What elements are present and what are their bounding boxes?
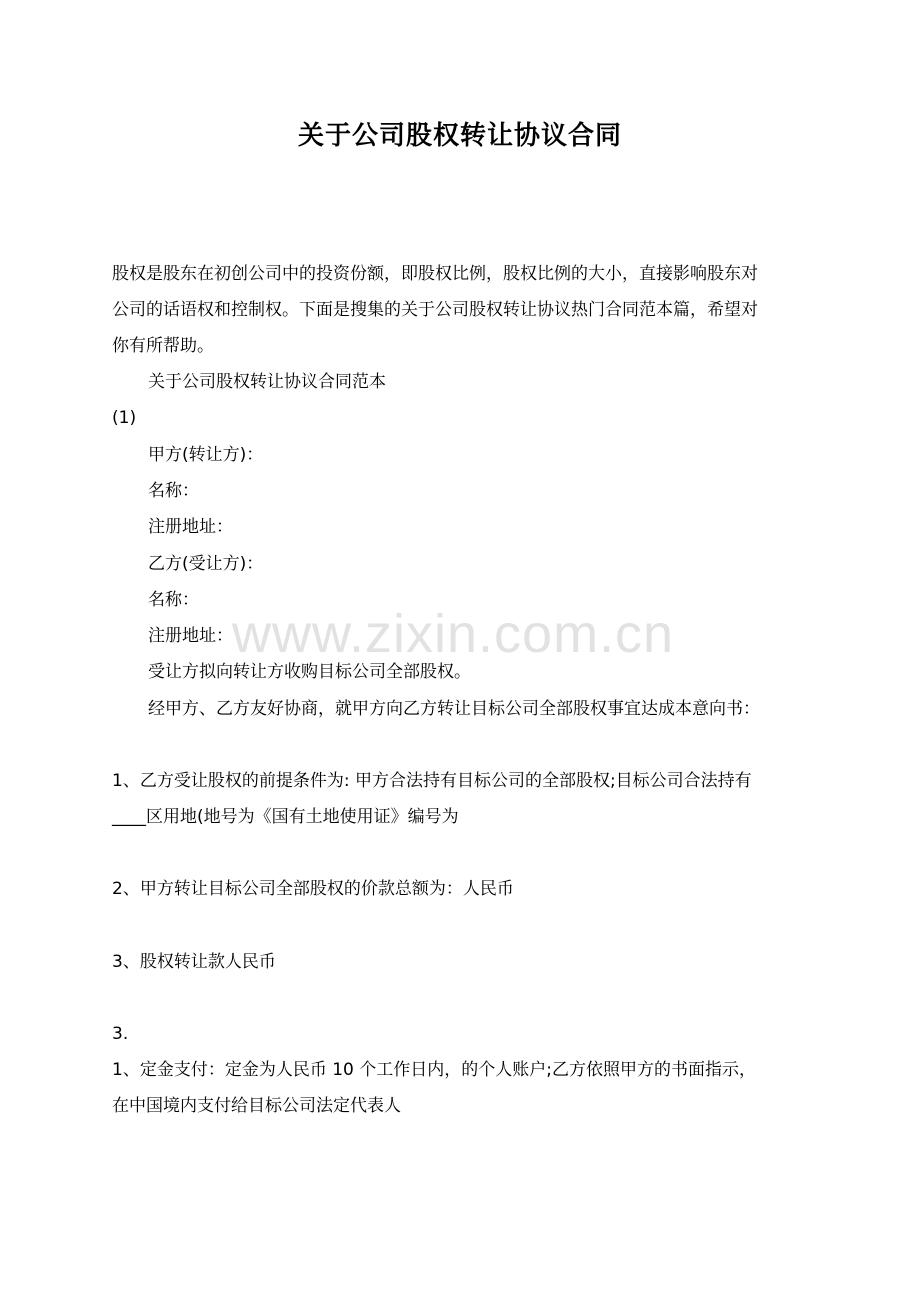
document-title: 关于公司股权转让协议合同 bbox=[297, 121, 622, 151]
party-a-name: 名称： bbox=[148, 481, 199, 501]
clause-1-line-1: 1、乙方受让股权的前提条件为: 甲方合法持有目标公司的全部股权;目标公司合法持有 bbox=[112, 771, 752, 791]
party-b-address: 注册地址： bbox=[148, 626, 233, 646]
clause-3: 3、股权转让款人民币 bbox=[112, 952, 276, 972]
section-3-number: 3. bbox=[112, 1024, 129, 1044]
intro-line-3: 你有所帮助。 bbox=[112, 336, 214, 356]
acquisition-statement: 受让方拟向转让方收购目标公司全部股权。 bbox=[148, 662, 471, 682]
deposit-line-1: 1、定金支付：定金为人民币 10 个工作日内，的个人账户;乙方依照甲方的书面指示， bbox=[112, 1060, 756, 1080]
party-a-label: 甲方(转让方)： bbox=[148, 445, 264, 465]
clause-1-line-2: ____区用地(地号为《国有土地使用证》编号为 bbox=[112, 807, 459, 827]
template-heading: 关于公司股权转让协议合同范本 bbox=[148, 372, 386, 392]
negotiation-statement: 经甲方、乙方友好协商，就甲方向乙方转让目标公司全部股权事宜达成本意向书： bbox=[148, 699, 760, 719]
intro-line-1: 股权是股东在初创公司中的投资份额，即股权比例，股权比例的大小，直接影响股东对 bbox=[112, 264, 758, 284]
deposit-line-2: 在中国境内支付给目标公司法定代表人 bbox=[112, 1096, 401, 1116]
intro-line-2: 公司的话语权和控制权。下面是搜集的关于公司股权转让协议热门合同范本篇，希望对 bbox=[112, 300, 758, 320]
party-b-label: 乙方(受让方)： bbox=[148, 554, 264, 574]
clause-2: 2、甲方转让目标公司全部股权的价款总额为：人民币 bbox=[112, 879, 514, 899]
template-number: (1) bbox=[112, 408, 137, 428]
party-a-address: 注册地址： bbox=[148, 517, 233, 537]
watermark: www.zixin.com.cn bbox=[232, 604, 675, 664]
party-b-name: 名称： bbox=[148, 590, 199, 610]
